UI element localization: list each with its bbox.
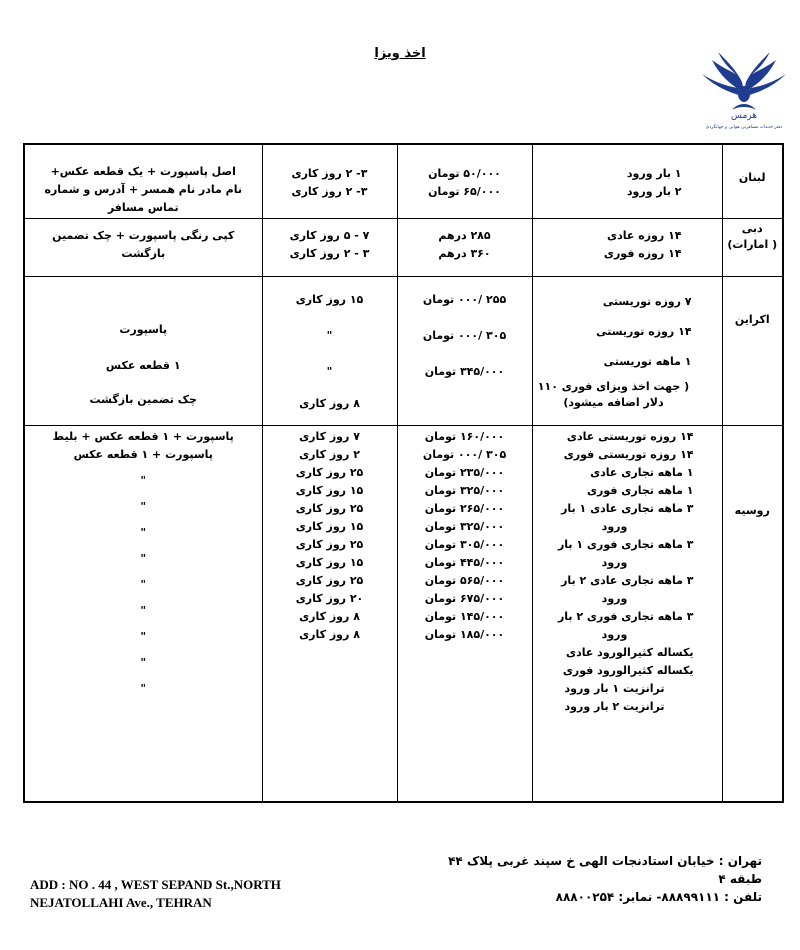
hermes-wings-icon [698,52,790,132]
required-documents: کپی رنگی پاسپورت + چک تضمین بازگشت [52,228,235,260]
visa-type: یکساله کثیرالورود عادی [565,646,694,660]
country-cell [722,218,783,276]
visa-type: ۱۴ روزه عادی [607,228,682,242]
logo-tagline: دفتر خدمات مسافرتی هوایی و جهانگردی [705,125,783,130]
processing-time: ۸ روز کاری [299,610,360,624]
processing-time: " [326,328,333,342]
processing-time: ۱۵ روز کاری [295,520,364,534]
price: ۶۷۵/۰۰۰ تومان [424,592,505,606]
persian-address-block [422,852,762,906]
ditto-mark: " [140,500,147,514]
visa-type-note: ( جهت اخذ ویزای فوری ۱۱۰ دلار اضافه میشود) [537,379,690,409]
country-name: لبنان [738,171,766,184]
processing-time-cell [262,218,397,276]
visa-type: ۳ ماهه تجاری عادی ۱ بار [561,502,694,516]
price: ۳۰۵ /۰۰۰ تومان [422,328,507,342]
documents-cell [24,426,262,802]
processing-time-cell [262,426,397,802]
price: ۲۶۵/۰۰۰ تومان [424,502,505,516]
processing-time: ۲۰ روز کاری [295,592,364,606]
visa-type: ترانزیت ۲ بار ورود [564,700,665,714]
visa-type-cell [532,276,722,426]
address-line: NEJATOLLAHI Ave., TEHRAN [30,895,212,910]
ditto-mark: " [140,474,147,488]
required-documents: پاسپورت [119,322,168,336]
documents-cell [24,144,262,218]
address-line: تهران : خیابان استادنجات الهی خ سپند غربی پلاک ۴۴ [448,854,762,868]
price: ۳۶۰ درهم [438,246,491,260]
processing-time-cell [262,144,397,218]
visa-type: ۳ ماهه تجاری عادی ۲ بار [561,574,694,588]
documents-cell [24,218,262,276]
price: ۳۴۵/۰۰۰ تومان [424,364,505,378]
english-address-block [30,876,360,912]
processing-time: ۸ روز کاری [299,628,360,642]
ditto-mark: " [140,552,147,566]
ditto-mark: " [140,578,147,592]
country-cell [722,276,783,426]
visa-type: ۷ روزه توریستی [602,294,692,308]
price: ۵۶۵/۰۰۰ تومان [424,574,505,588]
documents-cell [24,276,262,426]
price: ۳۰۵ /۰۰۰ تومان [422,448,507,462]
visa-type: یکساله کثیرالورود فوری [562,664,694,678]
processing-time: ۳ - ۲ روز کاری [289,246,370,260]
company-logo [698,52,790,132]
visa-type-cell [532,218,722,276]
country-subname: ( امارات) [727,237,778,251]
visa-type: ترانزیت ۱ بار ورود [564,682,665,696]
processing-time: ۷ - ۵ روز کاری [289,228,370,242]
visa-type: ۱ ماهه تجاری عادی [590,466,694,480]
visa-type-cell [532,426,722,802]
address-floor: طبقه ۴ [718,872,762,886]
price: ۱۶۰/۰۰۰ تومان [424,430,505,444]
page-title: اخذ ویزا [374,46,426,61]
price: ۱۸۵/۰۰۰ تومان [424,628,505,642]
table-row-lebanon [24,144,783,218]
visa-type: ۱۴ روزه فوری [603,246,682,260]
visa-type: ۱ بار ورود [626,167,682,180]
country-cell [722,144,783,218]
price: ۳۰۵/۰۰۰ تومان [424,538,505,552]
table-row-ukraine [24,276,783,426]
visa-type: ۱۴ روزه توریستی [596,324,692,338]
price: ۶۵/۰۰۰ تومان [428,185,501,198]
address-line: ADD : NO . 44 , WEST SEPAND St.,NORTH [30,877,281,892]
country-name: دبی [741,221,763,235]
visa-table [23,143,784,803]
visa-type: ۱ ماهه تجاری فوری [586,484,694,498]
processing-time: ۸ روز کاری [299,396,360,410]
ditto-mark: " [140,682,147,696]
visa-type: ورود [601,520,628,534]
processing-time: ۲۵ روز کاری [295,466,364,480]
price-cell [397,276,532,426]
table-row-dubai [24,218,783,276]
ditto-mark: " [140,630,147,644]
processing-time: ۲۵ روز کاری [295,574,364,588]
visa-type: ورود [601,592,628,606]
required-documents: اصل پاسپورت + یک قطعه عکس+ نام مادر نام همسر + آدرس و شماره تماس مسافر [44,165,243,214]
price: ۳۲۵/۰۰۰ تومان [424,484,505,498]
processing-time: ۲ روز کاری [299,448,360,462]
processing-time-cell [262,276,397,426]
processing-time: ۳- ۲ روز کاری [291,167,368,180]
processing-time: ۱۵ روز کاری [295,484,364,498]
processing-time: ۱۵ روز کاری [295,292,364,306]
processing-time: ۷ روز کاری [299,430,360,444]
price: ۳۲۵/۰۰۰ تومان [424,520,505,534]
country-name: اکراین [734,312,770,326]
ditto-mark: " [140,604,147,618]
processing-time: ۲۵ روز کاری [295,502,364,516]
processing-time: ۲۵ روز کاری [295,538,364,552]
country-name: روسیه [734,504,770,518]
visa-type: ۳ ماهه تجاری فوری ۱ بار [557,538,694,552]
required-documents: چک تضمین بازگشت [89,392,197,406]
phone-fax: تلفن : ۸۸۸۹۹۱۱۱- نمابر: ۸۸۸۰۰۲۵۴ [555,890,762,904]
visa-type: ۱ ماهه توریستی [603,354,692,368]
ditto-mark: " [140,526,147,540]
required-documents: پاسپورت + ۱ قطعه عکس + بلیط [52,430,234,444]
country-cell [722,426,783,802]
visa-type-cell [532,144,722,218]
required-documents: پاسپورت + ۱ قطعه عکس [73,448,213,462]
visa-type: ۲ بار ورود [626,185,682,198]
price: ۱۴۵/۰۰۰ تومان [424,610,505,624]
processing-time: ۱۵ روز کاری [295,556,364,570]
visa-type: ۳ ماهه تجاری فوری ۲ بار [557,610,694,624]
ditto-mark: " [140,656,147,670]
price: ۲۸۵ درهم [438,228,491,242]
table-row-russia [24,426,783,802]
price: ۵۰/۰۰۰ تومان [428,167,501,180]
visa-type: ۱۴ روزه توریستی عادی [566,430,694,444]
visa-type: ورود [601,556,628,570]
price: ۲۵۵ /۰۰۰ تومان [422,292,507,306]
logo-caption: هرمس [730,111,758,121]
price-cell [397,426,532,802]
visa-type: ۱۴ روزه توریستی فوری [563,448,694,462]
processing-time: " [326,364,333,378]
price-cell [397,144,532,218]
processing-time: ۳- ۲ روز کاری [291,185,368,198]
price: ۴۴۵/۰۰۰ تومان [424,556,505,570]
required-documents: ۱ قطعه عکس [105,358,181,372]
visa-type: ورود [601,628,628,642]
price-cell [397,218,532,276]
price: ۲۳۵/۰۰۰ تومان [424,466,505,480]
